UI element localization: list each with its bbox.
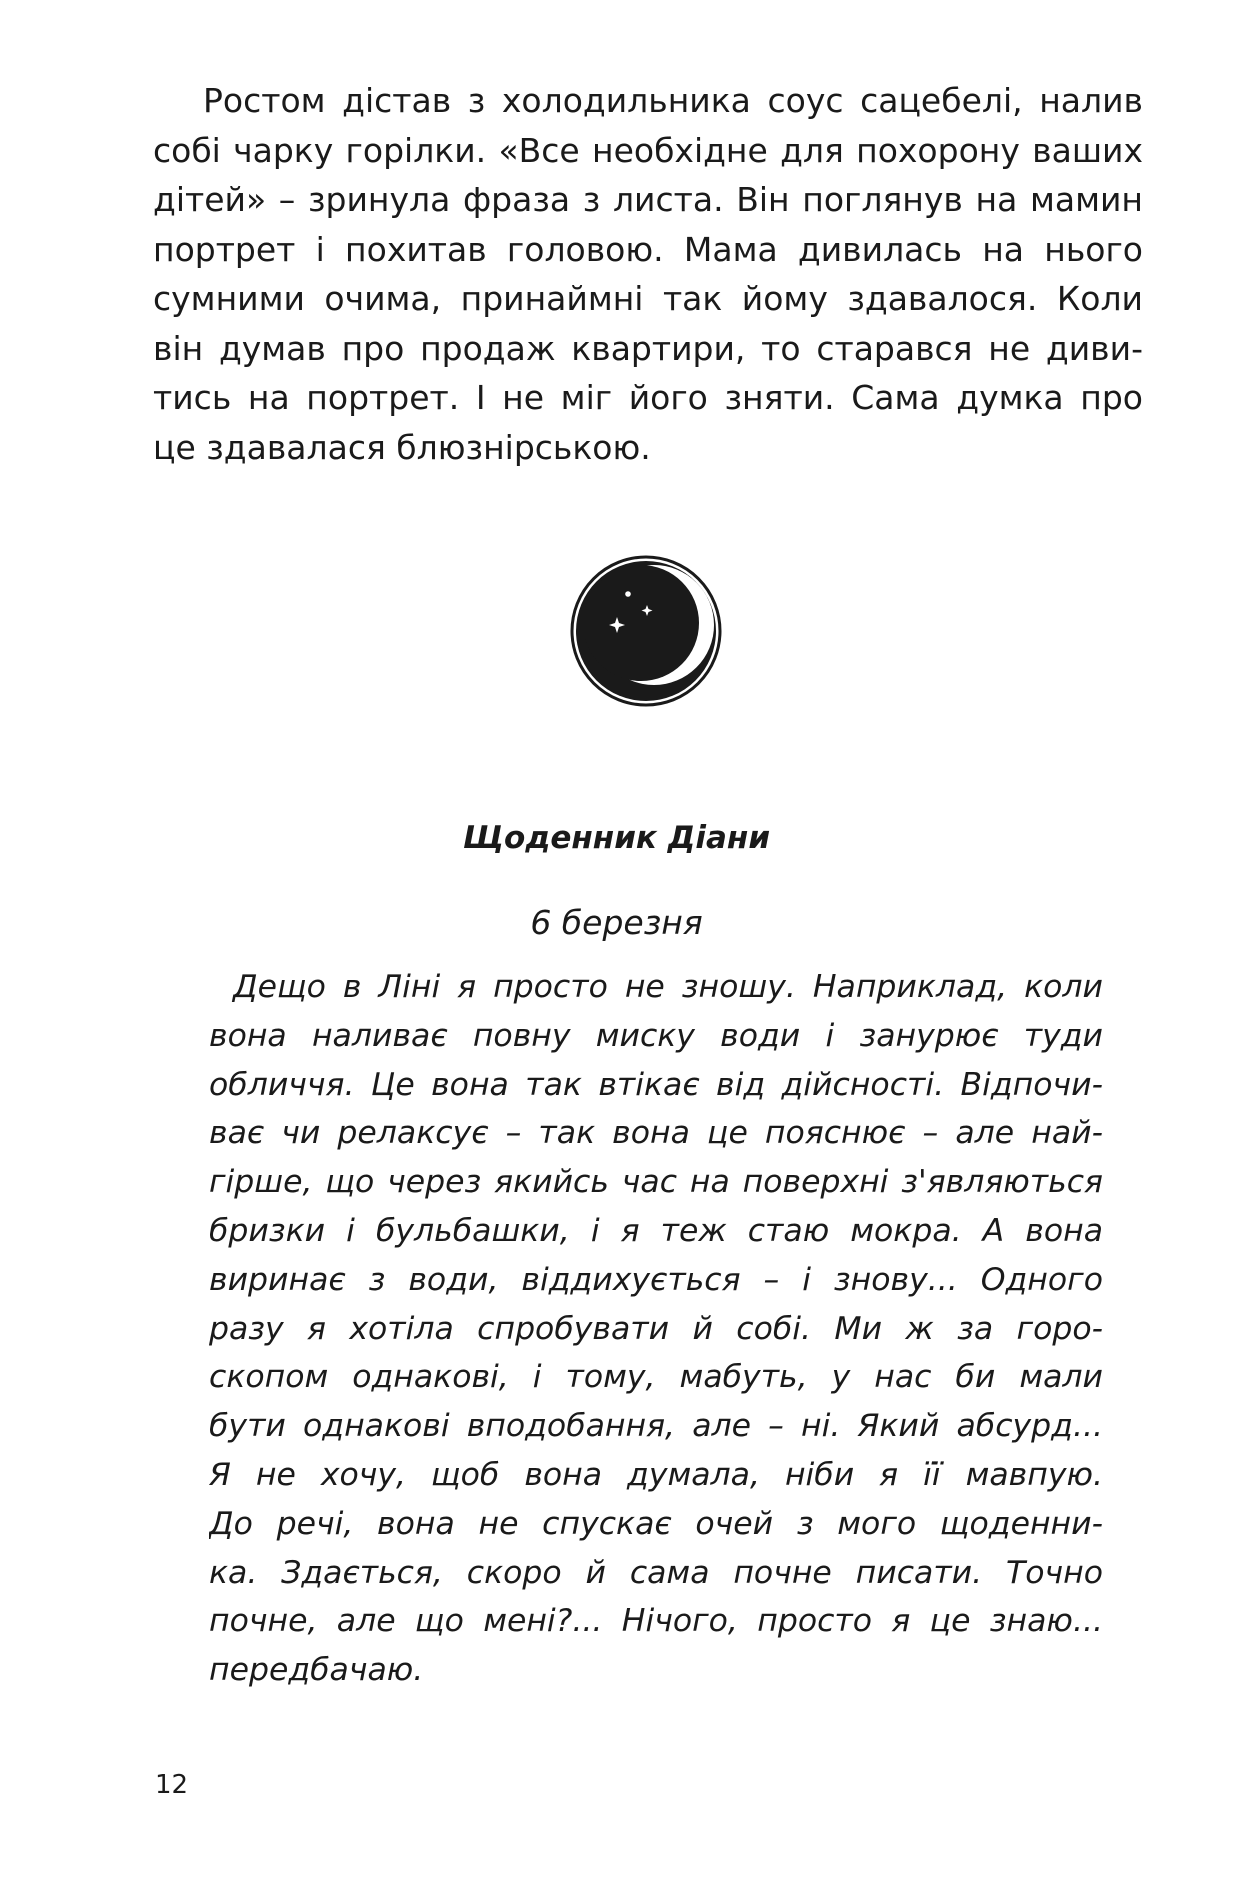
text-line: гірше, що через якийсь час на поверхні з'являються	[209, 1164, 1103, 1201]
diary-date: 6 березня	[530, 903, 703, 942]
text-line: він думав про продаж квартири, то старався не диви-	[153, 328, 1143, 368]
text-line: разу я хотіла спробувати й собі. Ми ж за горо-	[209, 1310, 1103, 1347]
text-line: Дещо в Ліні я просто не зношу. Наприклад, коли	[233, 969, 1103, 1005]
page-number: 12	[155, 1770, 189, 1800]
text-line: це здавалася блюзнірською.	[153, 427, 651, 467]
text-line: Ростом дістав з холодильника соус сацебелі, налив	[203, 81, 1143, 120]
text-line: сумними очима, принаймні так йому здавалося. Коли	[153, 279, 1143, 318]
text-line: ка. Здається, скоро й сама почне писати. Точно	[209, 1554, 1103, 1591]
text-line: передбачаю.	[209, 1652, 424, 1689]
text-line: портрет і похитав головою. Мама дивилась на нього	[153, 229, 1143, 269]
text-line: вона наливає повну миску води і занурює туди	[209, 1017, 1103, 1054]
text-line: дітей» – зринула фраза з листа. Він поглянув на мамин	[153, 180, 1143, 219]
diary-title: Щоденник Діани	[462, 820, 771, 856]
text-line: обличчя. Це вона так втікає від дійсності. Відпочи-	[209, 1066, 1103, 1103]
text-line: Я не хочу, щоб вона думала, ніби я її мавпую.	[209, 1456, 1103, 1493]
text-line: скопом однакові, і тому, мабуть, у нас би мали	[209, 1359, 1103, 1396]
text-line: бризки і бульбашки, і я теж стаю мокра. А вона	[209, 1212, 1103, 1249]
text-line: виринає з води, віддихується – і знову... Одного	[209, 1261, 1103, 1298]
moon-with-stars-icon	[568, 553, 724, 709]
text-line: До речі, вона не спускає очей з мого щоденни-	[209, 1505, 1103, 1542]
text-line: тись на портрет. І не міг його зняти. Сама думка про	[153, 378, 1143, 417]
text-line: бути однакові вподобання, але – ні. Який абсурд...	[209, 1408, 1103, 1445]
diary-entry	[209, 963, 1103, 1695]
text-line: почне, але що мені?... Нічого, просто я це знаю...	[209, 1603, 1103, 1640]
text-line: ває чи релаксує – так вона це пояснює – але най-	[209, 1115, 1103, 1152]
text-line: собі чарку горілки. «Все необхідне для похорону ваших	[153, 130, 1143, 170]
narrative-paragraph	[153, 76, 1143, 472]
